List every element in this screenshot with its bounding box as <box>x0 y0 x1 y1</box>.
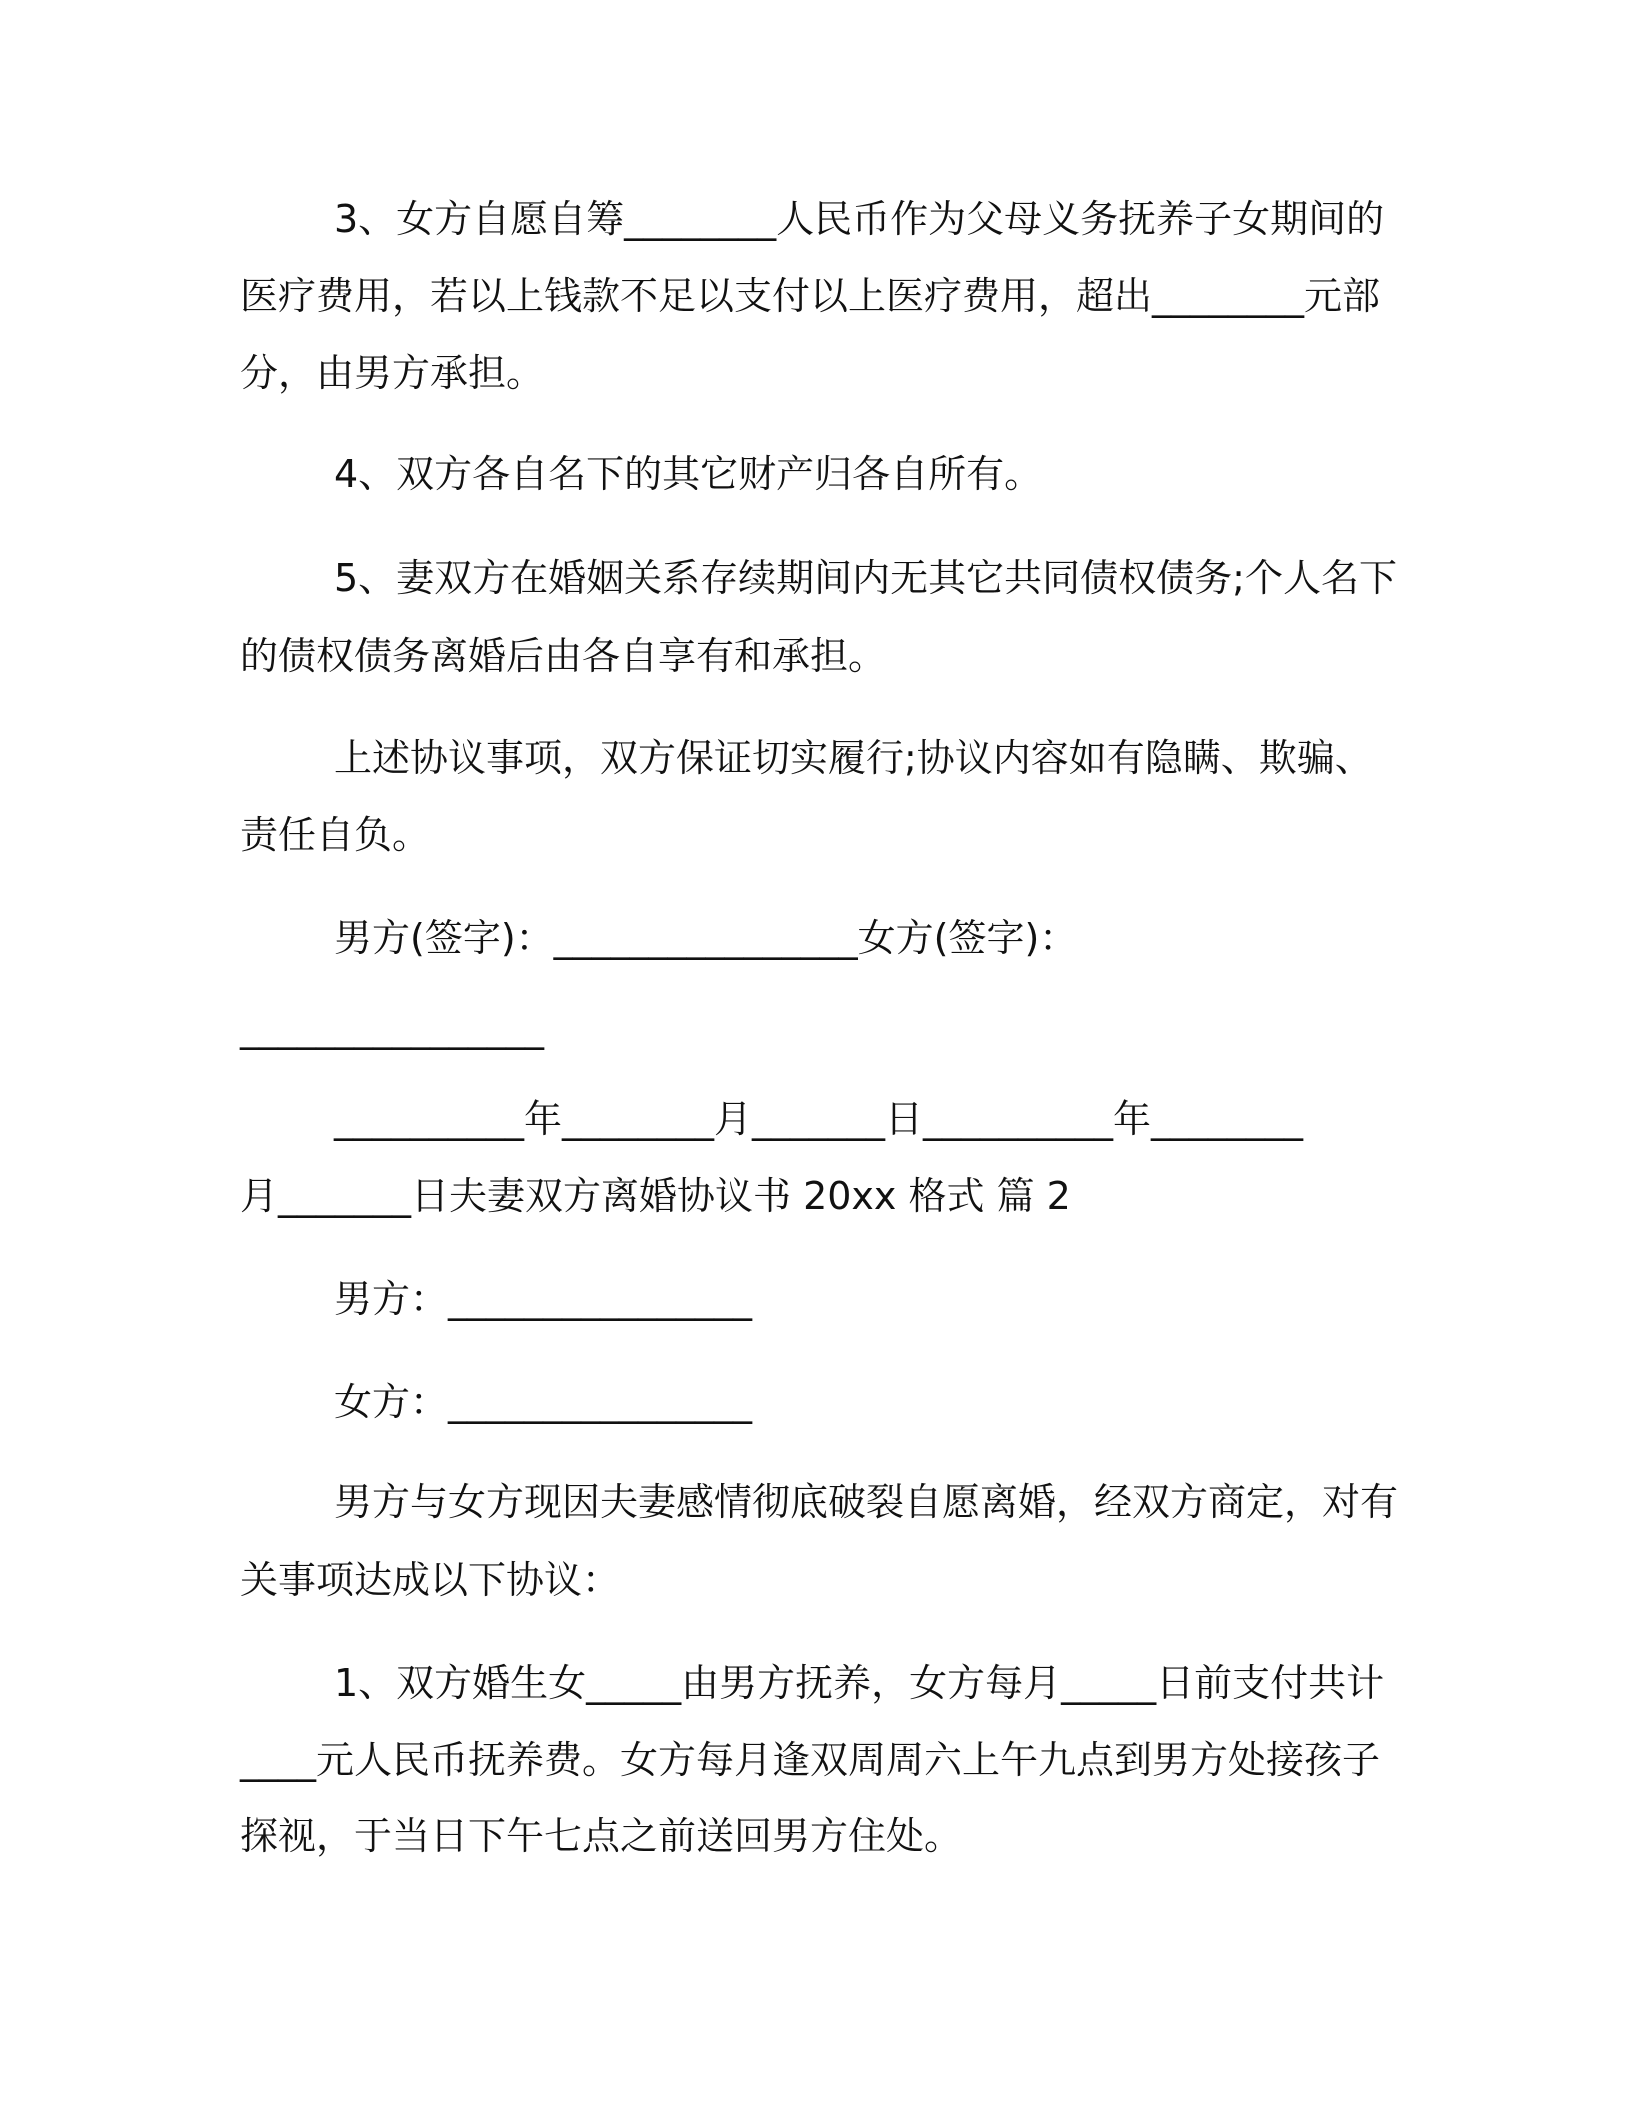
signature-line: 男方(签字)：________________女方(签字)： <box>334 916 1078 960</box>
clause-1-line-2: ____元人民币抚养费。女方每月逢双周周六上午九点到男方处接孩子 <box>240 1738 1381 1782</box>
wife-name-line: 女方：________________ <box>334 1380 753 1424</box>
date-line-2-section-title: 月_______日夫妻双方离婚协议书 20xx 格式 篇 2 <box>240 1174 1071 1218</box>
guarantee-line-2: 责任自负。 <box>240 813 431 857</box>
clause-1-line-3: 探视，于当日下午七点之前送回男方住处。 <box>240 1814 963 1858</box>
guarantee-line-1: 上述协议事项，双方保证切实履行;协议内容如有隐瞒、欺骗、 <box>334 736 1373 780</box>
clause-5-line-1: 5、妻双方在婚姻关系存续期间内无其它共同债权债务;个人名下 <box>334 556 1397 600</box>
intro-line-2: 关事项达成以下协议： <box>240 1558 621 1602</box>
intro-line-1: 男方与女方现因夫妻感情彻底破裂自愿离婚，经双方商定，对有 <box>334 1480 1399 1524</box>
signature-blank-line: ________________ <box>240 1006 544 1050</box>
clause-5-line-2: 的债权债务离婚后由各自享有和承担。 <box>240 634 887 678</box>
clause-1-line-1: 1、双方婚生女_____由男方抚养，女方每月_____日前支付共计 <box>334 1661 1385 1705</box>
clause-3-line-3: 分，由男方承担。 <box>240 351 545 395</box>
husband-name-line: 男方：________________ <box>334 1277 753 1321</box>
date-line-1: __________年________月_______日__________年________ <box>334 1097 1304 1141</box>
clause-3-line-1: 3、女方自愿自筹________人民币作为父母义务抚养子女期间的 <box>334 197 1385 241</box>
clause-4-line-1: 4、双方各自名下的其它财产归各自所有。 <box>334 452 1043 496</box>
clause-3-line-2: 医疗费用，若以上钱款不足以支付以上医疗费用，超出________元部 <box>240 274 1381 318</box>
